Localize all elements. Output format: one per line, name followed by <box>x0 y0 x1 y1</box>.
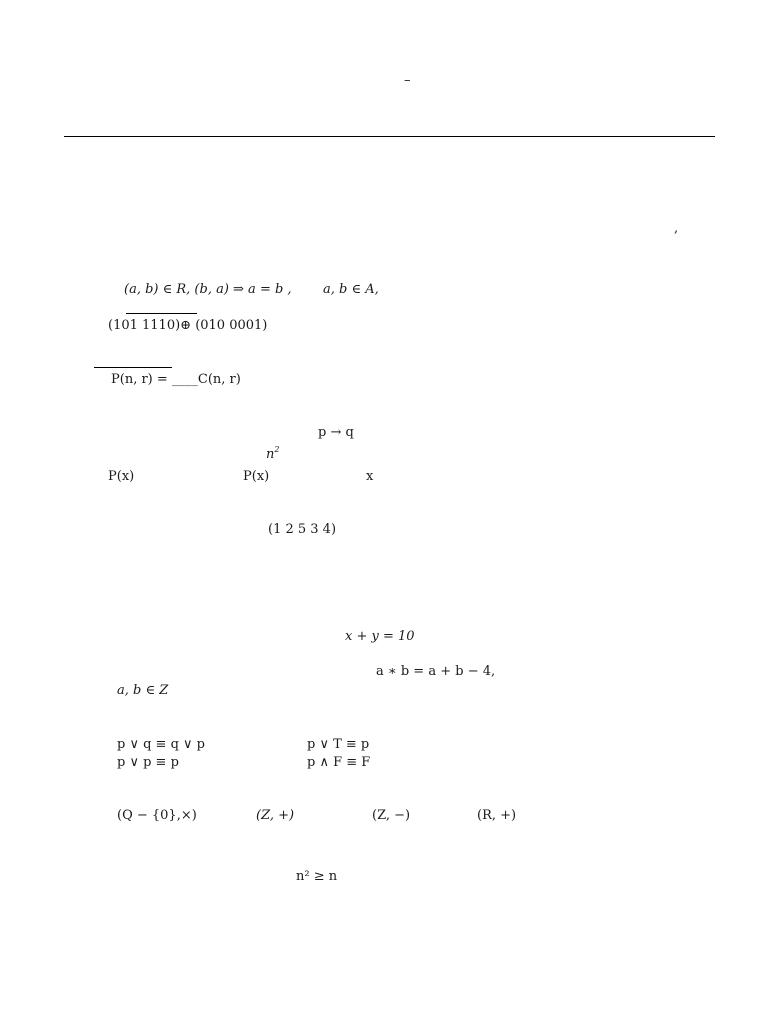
header-divider <box>64 136 715 137</box>
n-squared: $n^2$ <box>266 445 280 462</box>
variable-x: x <box>366 469 374 484</box>
answer-blank-line <box>94 367 172 368</box>
implication: p → q <box>318 425 354 440</box>
comma-mark: , <box>674 221 679 236</box>
logic-law-identity: p ∨ T ≡ p <box>307 737 370 752</box>
binary-operation-domain: a, b ∈ Z <box>117 683 169 698</box>
xor-overline <box>126 313 197 314</box>
logic-law-commutative: p ∨ q ≡ q ∨ p <box>117 737 206 752</box>
antisymmetric-domain: a, b ∈ A, <box>323 282 379 297</box>
predicate-p-1: P(x) <box>108 469 135 484</box>
xor-expression: (101 1110)⊕ (010 0001) <box>108 318 268 333</box>
group-option-2: (Z, +) <box>256 808 295 823</box>
binary-operation: a ∗ b = a + b − 4, <box>376 664 496 679</box>
inequality: n² ≥ n <box>296 869 338 884</box>
permutation-cycle: (1 2 5 3 4) <box>268 522 337 537</box>
group-option-4: (R, +) <box>477 808 517 823</box>
header-dash: – <box>404 73 411 88</box>
linear-equation: x + y = 10 <box>345 629 415 644</box>
logic-law-idempotent: p ∨ p ≡ p <box>117 755 179 770</box>
antisymmetric-condition: (a, b) ∈ R, (b, a) ⇒ a = b , <box>124 282 292 297</box>
logic-law-domination: p ∧ F ≡ F <box>307 755 371 770</box>
group-option-3: (Z, −) <box>372 808 411 823</box>
predicate-p-2: P(x) <box>243 469 270 484</box>
permutation-combination-relation: P(n, r) = ____C(n, r) <box>111 372 241 387</box>
group-option-1: (Q − {0},×) <box>117 808 197 823</box>
